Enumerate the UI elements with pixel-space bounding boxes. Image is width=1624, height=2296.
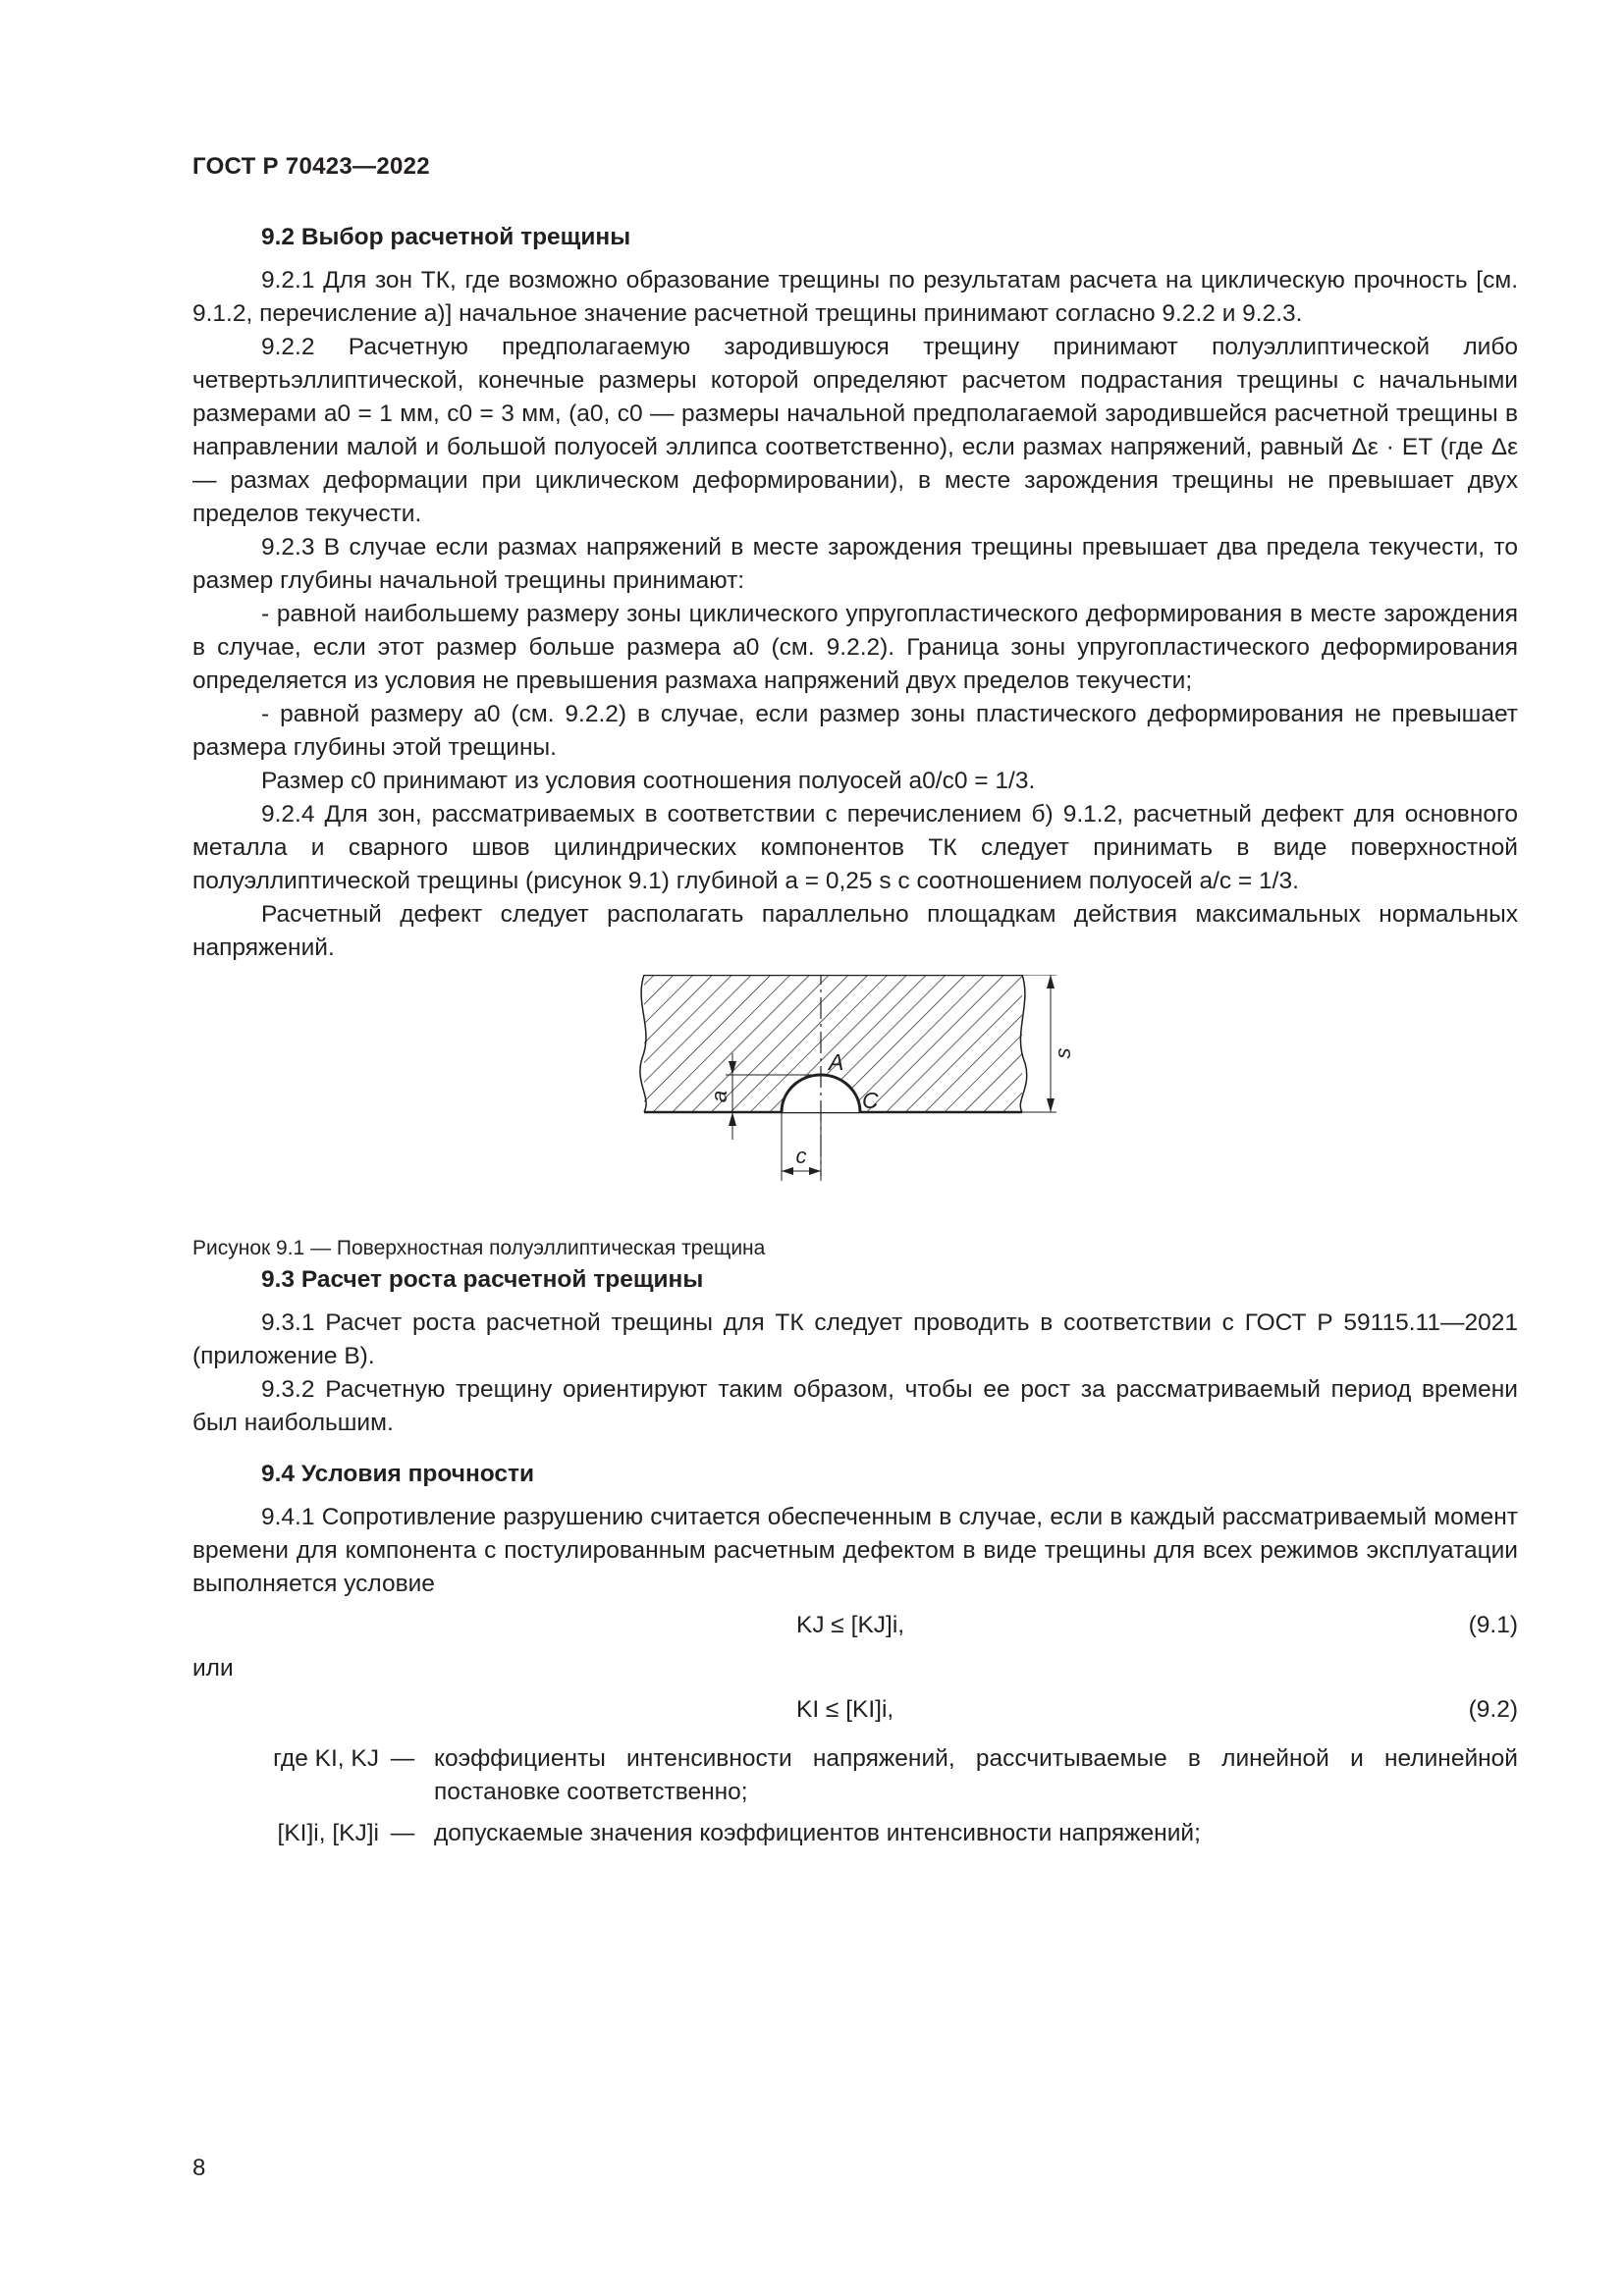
paragraph-9-4-1: 9.4.1 Сопротивление разрушению считается обеспеченным в случае, если в каждый рассматриваемый момент времени для компонента с постулированным расчетным дефектом в виде трещины для всех режимов эксплуатации выполняется условие [192,1504,1518,1597]
paragraph-9-3-1: 9.3.1 Расчет роста расчетной трещины для ТК следует проводить в соответствии с ГОСТ Р 59115.11—2021 (приложение В). [192,1309,1518,1369]
section-9-4-title: 9.4 Условия прочности [261,1461,535,1487]
dim-a-arrow-bottom [729,1112,736,1126]
equation-9-1-number: (9.1) [1468,1612,1518,1638]
dim-s-arrow-bottom [1047,1098,1055,1112]
crack-diagram [634,975,1096,1215]
definition-dash: — [390,1745,415,1772]
section-9-2-title: 9.2 Выбор расчетной трещины [261,224,631,250]
equation-9-2-number: (9.2) [1468,1696,1518,1723]
definitions-list [192,1742,1518,1850]
paragraph-9-2-1: 9.2.1 Для зон ТК, где возможно образование трещины по результатам расчета на циклическую прочность [см. 9.1.2, перечисление а)] начальное значение расчетной трещины принимают согласно 9.2.2 и 9.2.3. [192,267,1518,327]
label-c: c [795,1144,807,1168]
definition-dash: — [390,1820,415,1846]
page-content [192,221,1518,1850]
paragraph-9-3-2: 9.3.2 Расчетную трещину ориентируют таким образом, чтобы ее рост за рассматриваемый период времени был наибольшим. [192,1376,1518,1436]
label-a: a [707,1090,731,1103]
definition-symbol: [KI]i, [KJ]i [277,1820,379,1846]
equation-9-2-formula: KI ≤ [KI]i, [796,1696,894,1723]
paragraph-9-2-4: 9.2.4 Для зон, рассматриваемых в соответствии с перечислением б) 9.1.2, расчетный дефект для основного металла и сварного швов цилиндрических компонентов ТК следует принимать в виде поверхностной полуэллиптической трещины (рисунок 9.1) глубиной a = 0,25 s с соотношением полуосей a/c = 1/3. [192,801,1518,894]
paragraph-c0-ratio: Размер c0 принимают из условия соотношения полуосей a0/c0 = 1/3. [261,768,1036,794]
or-connector: или [192,1655,234,1682]
equation-9-1-formula: KJ ≤ [KJ]i, [796,1612,905,1638]
figure-9-1 [192,975,1518,1220]
list-item-1: - равной наибольшему размеру зоны циклического упругопластического деформирования в месте зарождения в случае, если этот размер больше размера a0 (см. 9.2.2). Граница зоны упругопластического деформирования определяется из условия не превышения размаха напряжений двух пределов текучести; [192,601,1518,694]
equation-9-1 [192,1601,1518,1652]
definition-text: допускаемые значения коэффициентов интенсивности напряжений; [434,1820,1201,1846]
label-point-c: C [862,1088,879,1113]
section-9-3-title: 9.3 Расчет роста расчетной трещины [261,1266,704,1293]
dim-c-arrow-left [782,1167,793,1175]
definition-text: коэффициенты интенсивности напряжений, рассчитываемые в линейной и нелинейной постановке соответственно; [434,1745,1518,1805]
list-item-2: - равной размеру a0 (см. 9.2.2) в случае, если размер зоны пластического деформирования не превышает размера глубины этой трещины. [192,701,1518,761]
document-header: ГОСТ Р 70423—2022 [192,153,430,180]
definition-ki-kj [192,1742,1518,1809]
figure-caption: Рисунок 9.1 — Поверхностная полуэллиптическая трещина [192,1237,766,1259]
paragraph-9-2-3: 9.2.3 В случае если размах напряжений в месте зарождения трещины превышает два предела текучести, то размер глубины начальной трещины принимают: [192,534,1518,594]
label-point-a: A [829,1049,844,1075]
label-s: s [1051,1047,1075,1059]
paragraph-defect-orientation: Расчетный дефект следует располагать параллельно площадкам действия максимальных нормальных напряжений. [192,901,1518,961]
definition-allowable-values [192,1817,1518,1850]
paragraph-9-2-2: 9.2.2 Расчетную предполагаемую зародившуюся трещину принимают полуэллиптической либо четвертьэллиптической, конечные размеры которой определяют расчетом подрастания трещины с начальными размерами a0 = 1 мм, c0 = 3 мм, (a0, c0 — размеры начальной предполагаемой зародившейся расчетной трещины в направлении малой и большой полуосей эллипса соответственно), если размах напряжений, равный Δε · ET (где Δε — размах деформации при циклическом деформировании), в месте зарождения трещины не превышает двух пределов текучести. [192,334,1518,527]
dim-c-arrow-right [809,1167,821,1175]
dim-s-arrow-top [1047,975,1055,988]
definition-symbol: где KI, KJ [273,1745,379,1772]
equation-9-2 [192,1685,1518,1736]
page-number: 8 [192,2155,206,2181]
